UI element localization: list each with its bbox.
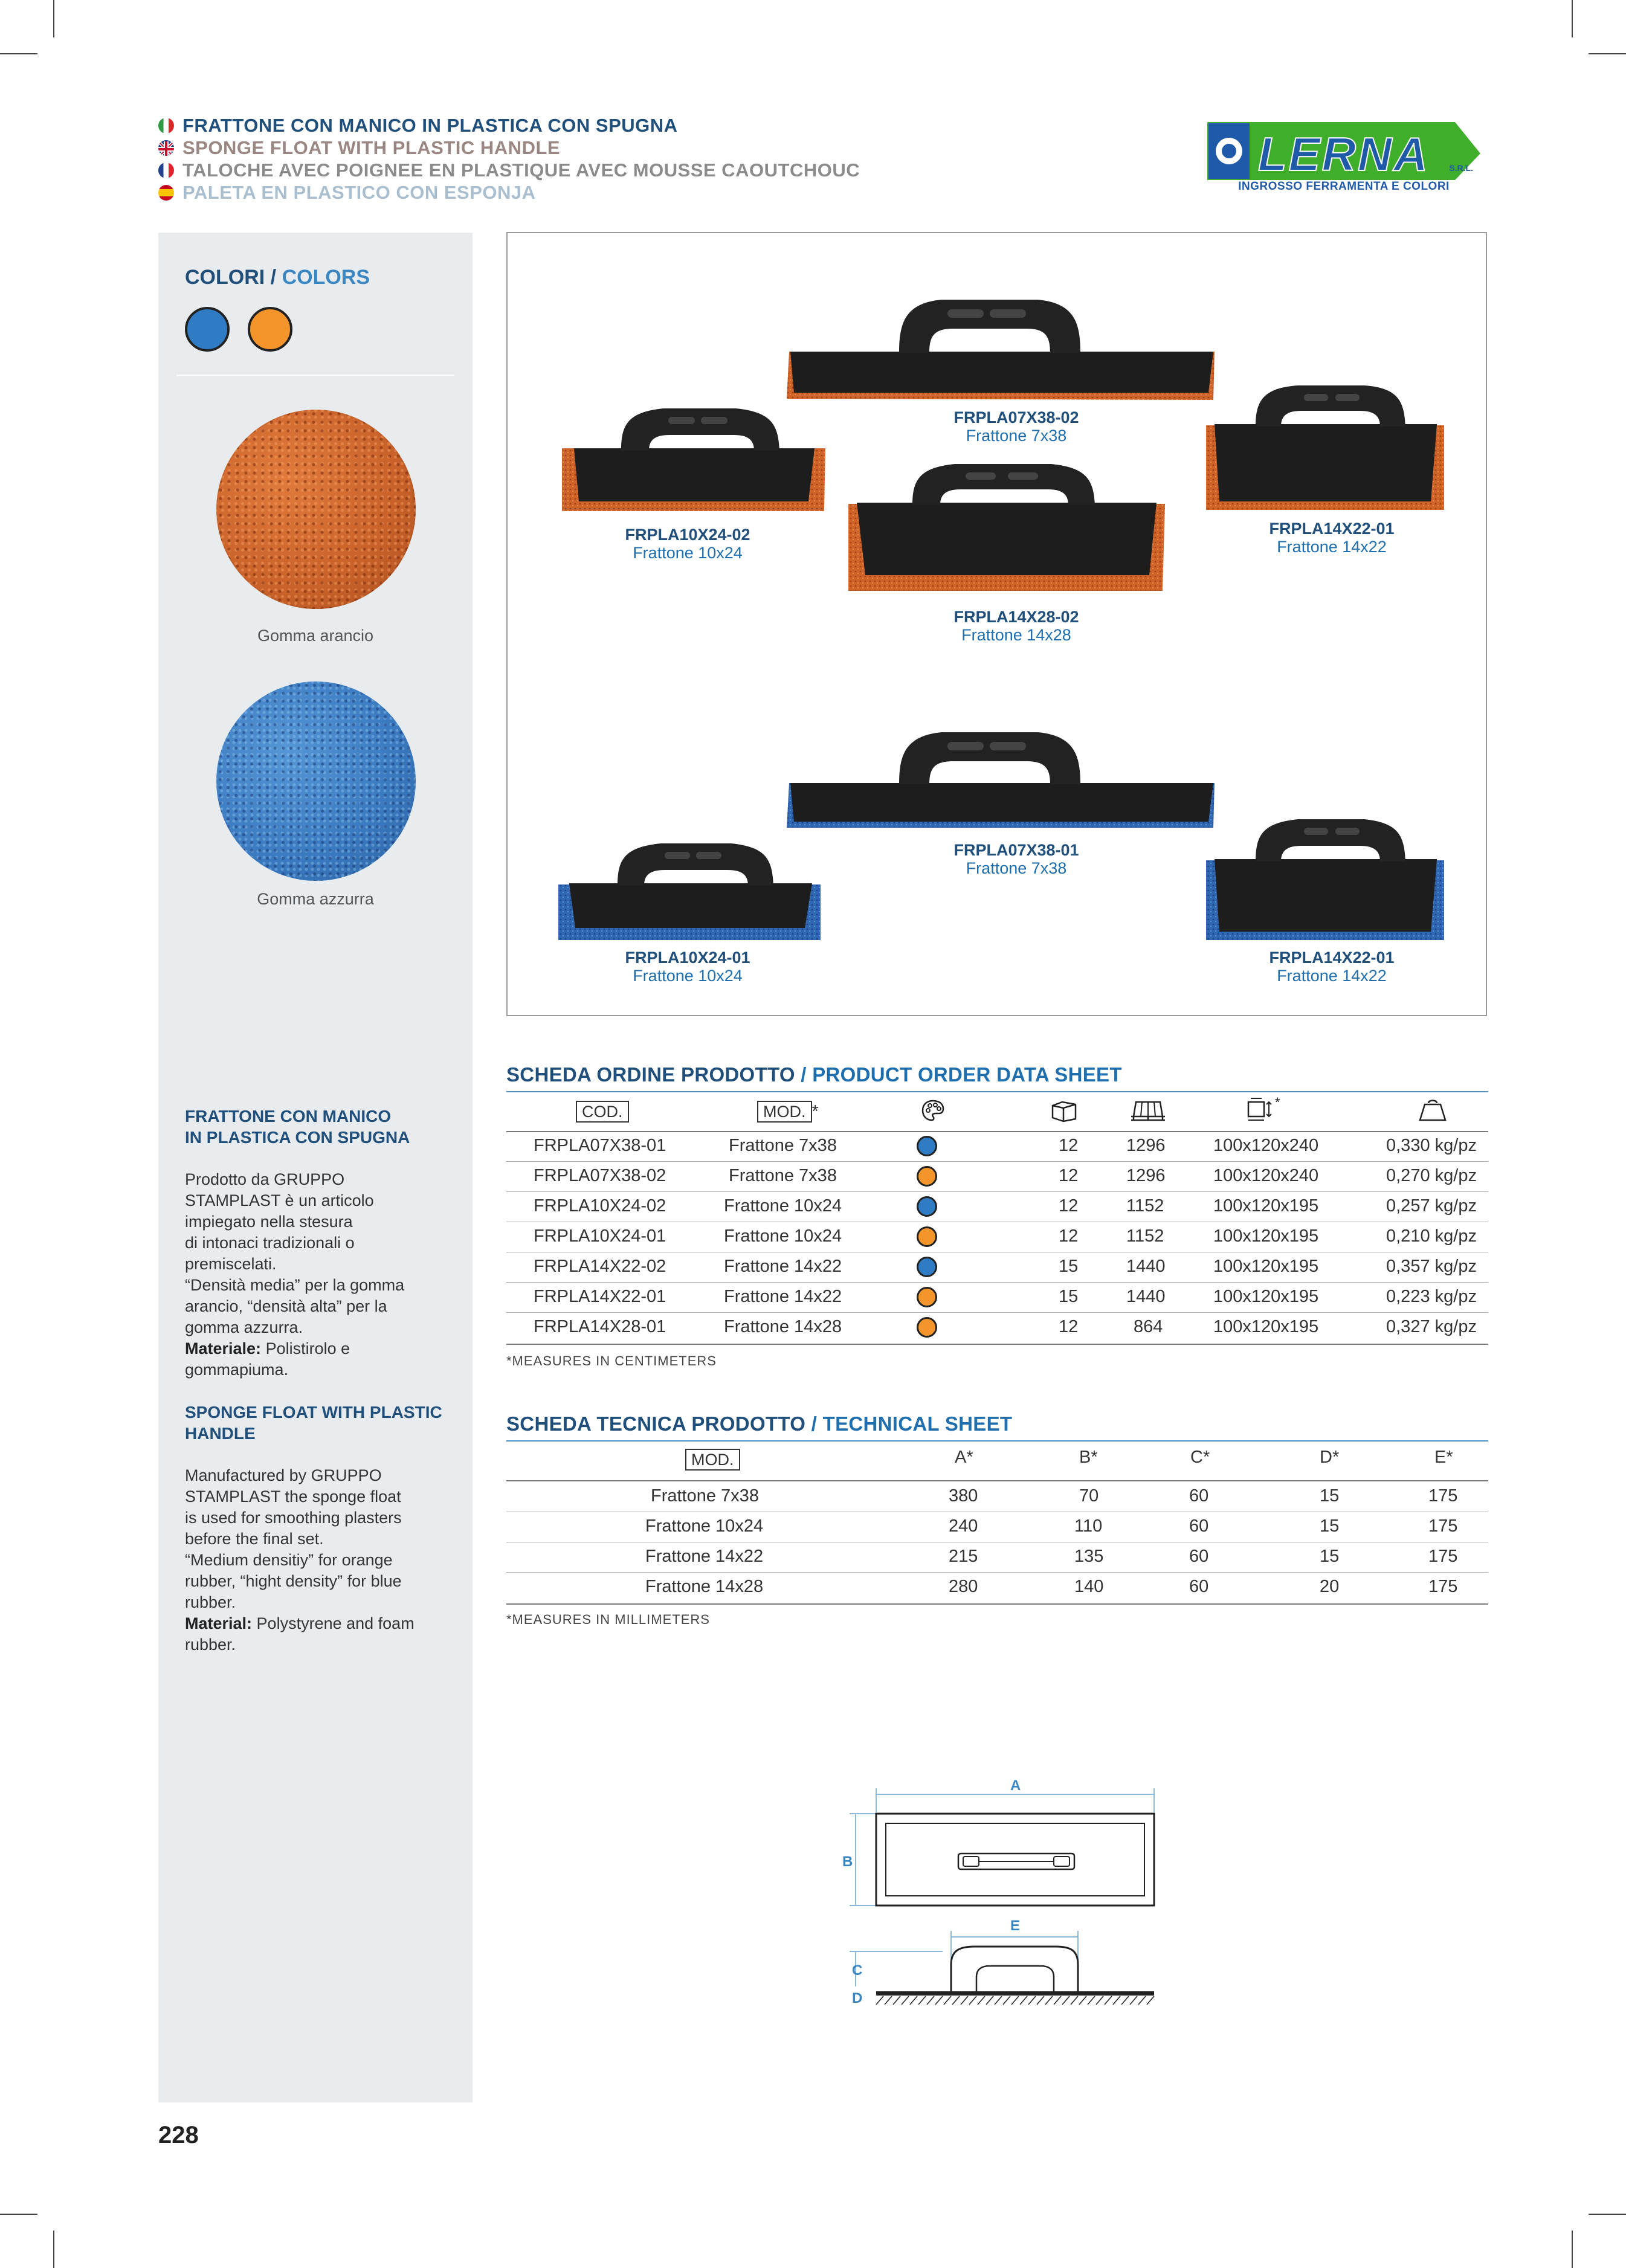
uk-flag-icon [158, 140, 174, 156]
cell-cod: FRPLA10X24-02 [534, 1196, 666, 1216]
cell-b: 110 [1074, 1516, 1103, 1536]
row-divider [506, 1161, 1488, 1162]
dimensions-icon [1246, 1096, 1288, 1124]
text-line: di intonaci tradizionali o [185, 1234, 355, 1252]
description-heading-en [185, 1402, 451, 1444]
cell-cod: FRPLA10X24-01 [534, 1226, 666, 1246]
text-line: rubber, “hight density” for blue [185, 1572, 402, 1590]
sponge-blue-caption: Gomma azzurra [257, 890, 374, 908]
float-14x22-blue [1206, 819, 1444, 940]
cell-b: 140 [1074, 1577, 1104, 1596]
material-value: Polystyrene and foam [252, 1614, 415, 1632]
color-dot [917, 1136, 937, 1156]
cell-mod: Frattone 7x38 [651, 1486, 759, 1506]
box-icon [1049, 1098, 1078, 1123]
crop-mark [0, 2214, 37, 2215]
pallet-icon [1130, 1098, 1166, 1123]
title-it [158, 115, 678, 137]
svg-text:LERNA: LERNA [1258, 127, 1430, 181]
colors-label-en: COLORS [282, 266, 370, 289]
product-name: Frattone 7x38 [966, 427, 1067, 445]
crop-mark [1589, 2214, 1626, 2215]
tech-head-e: E* [1434, 1448, 1453, 1467]
mod-label: MOD. [757, 1101, 812, 1123]
sponge-orange-caption: Gomma arancio [257, 627, 374, 645]
text-line: Prodotto da GRUPPO [185, 1170, 345, 1188]
text-line: gomma azzurra. [185, 1318, 303, 1336]
float-7x38-orange [787, 300, 1215, 400]
cell-size: 100x120x195 [1213, 1257, 1319, 1276]
cell-a: 215 [949, 1547, 978, 1566]
tech-sheet-rule [506, 1440, 1488, 1442]
tech-head-a: A* [955, 1448, 973, 1467]
cell-size: 100x120x195 [1213, 1287, 1319, 1306]
row-divider [506, 1282, 1488, 1283]
tech-title-en: TECHNICAL SHEET [822, 1413, 1013, 1435]
cell-box: 12 [1059, 1196, 1079, 1216]
order-head-mod [757, 1101, 819, 1123]
logo-tagline: INGROSSO FERRAMENTA E COLORI [1238, 180, 1450, 193]
cell-mod: Frattone 7x38 [729, 1136, 837, 1155]
colors-label-it: COLORI [185, 266, 265, 289]
dim-label-a: A [1010, 1777, 1021, 1794]
cell-d: 15 [1320, 1547, 1340, 1566]
row-divider [506, 1191, 1488, 1192]
product-label [579, 526, 796, 562]
cell-e: 175 [1428, 1547, 1458, 1566]
tech-head-rule [506, 1480, 1488, 1481]
cell-d: 15 [1320, 1486, 1340, 1506]
title-en [158, 137, 560, 159]
crop-mark [0, 53, 37, 54]
dim-label-b: B [842, 1854, 853, 1870]
title-fr [158, 159, 860, 181]
title-separator: / [805, 1413, 823, 1435]
product-label [908, 408, 1125, 445]
cell-size: 100x120x195 [1213, 1196, 1319, 1216]
color-dot [917, 1287, 937, 1307]
color-dot [917, 1226, 937, 1247]
text-line: “Medium densitiy” for orange [185, 1551, 393, 1569]
cell-cod: FRPLA07X38-01 [534, 1136, 666, 1155]
row-divider [506, 1312, 1488, 1313]
order-sheet-rule [506, 1091, 1488, 1092]
cell-a: 380 [949, 1486, 978, 1506]
logo-suffix: S.R.L. [1449, 163, 1473, 173]
text-line: gommapiuma. [185, 1361, 289, 1379]
cell-a: 280 [949, 1577, 978, 1596]
product-name: Frattone 14x22 [1277, 538, 1387, 556]
colors-heading [185, 266, 370, 289]
cell-c: 60 [1189, 1547, 1209, 1566]
material-line-it [185, 1338, 451, 1359]
cell-weight: 0,210 kg/pz [1386, 1226, 1477, 1246]
product-label [908, 608, 1125, 644]
asterisk: * [811, 1102, 819, 1121]
cell-mod: Frattone 14x22 [724, 1287, 842, 1306]
title-fr-text: TALOCHE AVEC POIGNEE EN PLASTIQUE AVEC MOUSSE CAOUTCHOUC [182, 159, 860, 181]
float-14x22-orange [1206, 385, 1444, 510]
title-it-text: FRATTONE CON MANICO IN PLASTICA CON SPUGNA [182, 115, 678, 136]
material-label: Materiale: [185, 1339, 262, 1358]
cell-cod: FRPLA14X28-01 [534, 1317, 666, 1336]
sidebar-divider [176, 375, 454, 376]
product-name: Frattone 10x24 [633, 967, 743, 985]
cell-c: 60 [1189, 1486, 1209, 1506]
product-label [579, 949, 796, 985]
cell-weight: 0,327 kg/pz [1386, 1317, 1477, 1336]
color-dot [917, 1257, 937, 1277]
cell-mod: Frattone 14x22 [724, 1257, 842, 1276]
dim-label-c: C [852, 1962, 863, 1979]
product-code: FRPLA14X28-02 [953, 608, 1079, 626]
product-name: Frattone 14x22 [1277, 967, 1387, 985]
text-line: is used for smoothing plasters [185, 1509, 402, 1527]
weight-icon [1418, 1096, 1448, 1124]
crop-mark [1572, 0, 1573, 37]
cell-cod: FRPLA14X22-01 [534, 1287, 666, 1306]
cell-mod: Frattone 10x24 [645, 1516, 764, 1536]
heading-line: HANDLE [185, 1424, 256, 1443]
product-code: FRPLA10X24-02 [625, 526, 750, 544]
text-line: rubber. [185, 1635, 236, 1654]
tech-head-b: B* [1079, 1448, 1098, 1467]
float-14x28-orange [848, 464, 1165, 591]
tech-head-d: D* [1320, 1448, 1340, 1467]
cell-mod: Frattone 14x28 [724, 1317, 842, 1336]
sponge-blue-sample [216, 681, 416, 881]
title-separator: / [795, 1063, 813, 1086]
cell-size: 100x120x240 [1213, 1136, 1319, 1155]
dimension-diagram [834, 1776, 1172, 2018]
product-label [1223, 520, 1440, 556]
tech-sheet-title [506, 1413, 1012, 1435]
title-es [158, 182, 536, 204]
tech-title-it: SCHEDA TECNICA PRODOTTO [506, 1413, 806, 1435]
crop-mark [53, 0, 54, 37]
page-number: 228 [158, 2122, 199, 2148]
cell-box: 12 [1059, 1226, 1079, 1246]
sponge-orange-sample [216, 410, 416, 609]
italy-flag-icon [158, 118, 174, 134]
swatch-blue [185, 307, 230, 352]
cell-box: 12 [1059, 1166, 1079, 1185]
crop-mark [53, 2231, 54, 2268]
cell-cod: FRPLA14X22-02 [534, 1257, 666, 1276]
dim-label-d: D [852, 1990, 863, 2006]
cell-e: 175 [1428, 1486, 1458, 1506]
svg-text:*: * [1275, 1096, 1280, 1110]
order-bottom-rule [506, 1344, 1488, 1345]
cell-mod: Frattone 10x24 [724, 1226, 842, 1246]
cell-e: 175 [1428, 1516, 1458, 1536]
material-value: Polistirolo e [261, 1339, 350, 1358]
color-dot [917, 1196, 937, 1217]
heading-line: SPONGE FLOAT WITH PLASTIC [185, 1403, 442, 1422]
cell-a: 240 [949, 1516, 978, 1536]
color-dot [917, 1317, 937, 1338]
cell-box: 15 [1059, 1257, 1079, 1276]
order-sheet-title [506, 1063, 1122, 1086]
text-line: Manufactured by GRUPPO [185, 1466, 382, 1484]
lerna-logo [1207, 120, 1480, 195]
cell-pallet: 1152 [1126, 1196, 1164, 1216]
cell-mod: Frattone 14x22 [645, 1547, 764, 1566]
cell-e: 175 [1428, 1577, 1458, 1596]
product-label [1223, 949, 1440, 985]
order-head-cod [576, 1101, 629, 1123]
cell-pallet: 1152 [1126, 1226, 1164, 1246]
tech-head-mod [685, 1449, 740, 1471]
crop-mark [1589, 53, 1626, 54]
text-line: impiegato nella stesura [185, 1213, 353, 1231]
crop-mark [1572, 2231, 1573, 2268]
cell-c: 60 [1189, 1577, 1209, 1596]
cell-size: 100x120x195 [1213, 1226, 1319, 1246]
row-divider [506, 1572, 1488, 1573]
product-code: FRPLA14X22-01 [1269, 520, 1395, 538]
cell-mod: Frattone 14x28 [645, 1577, 764, 1596]
order-title-en: PRODUCT ORDER DATA SHEET [812, 1063, 1122, 1086]
color-dot [917, 1166, 937, 1187]
cell-weight: 0,357 kg/pz [1386, 1257, 1477, 1276]
cell-box: 15 [1059, 1287, 1079, 1306]
title-en-text: SPONGE FLOAT WITH PLASTIC HANDLE [182, 137, 561, 158]
cod-label: COD. [576, 1101, 629, 1123]
palette-icon [921, 1098, 945, 1123]
description-text-it [185, 1169, 451, 1380]
tech-head-c: C* [1190, 1448, 1210, 1467]
text-line: before the final set. [185, 1530, 324, 1548]
heading-line: FRATTONE CON MANICO [185, 1107, 392, 1126]
cell-pallet: 1440 [1126, 1257, 1166, 1276]
material-line-en [185, 1613, 451, 1634]
cell-weight: 0,330 kg/pz [1386, 1136, 1477, 1155]
cell-box: 12 [1059, 1136, 1079, 1155]
title-es-text: PALETA EN PLASTICO CON ESPONJA [182, 182, 536, 203]
product-code: FRPLA07X38-01 [953, 841, 1079, 859]
order-title-it: SCHEDA ORDINE PRODOTTO [506, 1063, 795, 1086]
tech-bottom-rule [506, 1603, 1488, 1605]
swatch-orange [248, 307, 292, 352]
product-label [908, 841, 1125, 877]
cell-weight: 0,257 kg/pz [1386, 1196, 1477, 1216]
material-label: Material: [185, 1614, 253, 1632]
tech-sheet-note: *MEASURES IN MILLIMETERS [506, 1612, 710, 1627]
spain-flag-icon [158, 185, 174, 201]
cell-b: 135 [1074, 1547, 1104, 1566]
cell-c: 60 [1189, 1516, 1209, 1536]
description-text-en [185, 1465, 451, 1655]
cell-box: 12 [1059, 1317, 1079, 1336]
colors-separator: / [265, 266, 282, 289]
text-line: premiscelati. [185, 1255, 277, 1273]
cell-mod: Frattone 7x38 [729, 1166, 837, 1185]
cell-pallet: 864 [1134, 1317, 1163, 1336]
text-line: “Densità media” per la gomma [185, 1276, 405, 1294]
cell-weight: 0,223 kg/pz [1386, 1287, 1477, 1306]
text-line: STAMPLAST the sponge float [185, 1487, 401, 1506]
product-code: FRPLA07X38-02 [953, 408, 1079, 427]
cell-d: 20 [1320, 1577, 1340, 1596]
cell-size: 100x120x240 [1213, 1166, 1319, 1185]
cell-b: 70 [1079, 1486, 1099, 1506]
text-line: STAMPLAST è un articolo [185, 1191, 374, 1210]
product-code: FRPLA10X24-01 [625, 949, 750, 967]
text-line: rubber. [185, 1593, 236, 1611]
cell-pallet: 1440 [1126, 1287, 1166, 1306]
dim-label-e: E [1010, 1918, 1021, 1934]
cell-d: 15 [1320, 1516, 1340, 1536]
cell-mod: Frattone 10x24 [724, 1196, 842, 1216]
product-name: Frattone 14x28 [961, 626, 1071, 644]
cell-pallet: 1296 [1126, 1136, 1166, 1155]
cell-weight: 0,270 kg/pz [1386, 1166, 1477, 1185]
cell-cod: FRPLA07X38-02 [534, 1166, 666, 1185]
order-head-rule [506, 1131, 1488, 1132]
product-code: FRPLA14X22-01 [1269, 949, 1395, 967]
text-line: arancio, “densità alta” per la [185, 1297, 387, 1315]
cell-size: 100x120x195 [1213, 1317, 1319, 1336]
france-flag-icon [158, 163, 174, 178]
float-7x38-blue [787, 732, 1215, 828]
heading-line: IN PLASTICA CON SPUGNA [185, 1128, 410, 1147]
cell-pallet: 1296 [1126, 1166, 1166, 1185]
float-10x24-orange [562, 408, 825, 511]
float-10x24-blue [558, 843, 821, 940]
description-heading-it [185, 1106, 451, 1148]
mod-label: MOD. [685, 1449, 740, 1471]
product-name: Frattone 10x24 [633, 544, 743, 562]
product-name: Frattone 7x38 [966, 859, 1067, 877]
order-sheet-note: *MEASURES IN CENTIMETERS [506, 1353, 717, 1368]
